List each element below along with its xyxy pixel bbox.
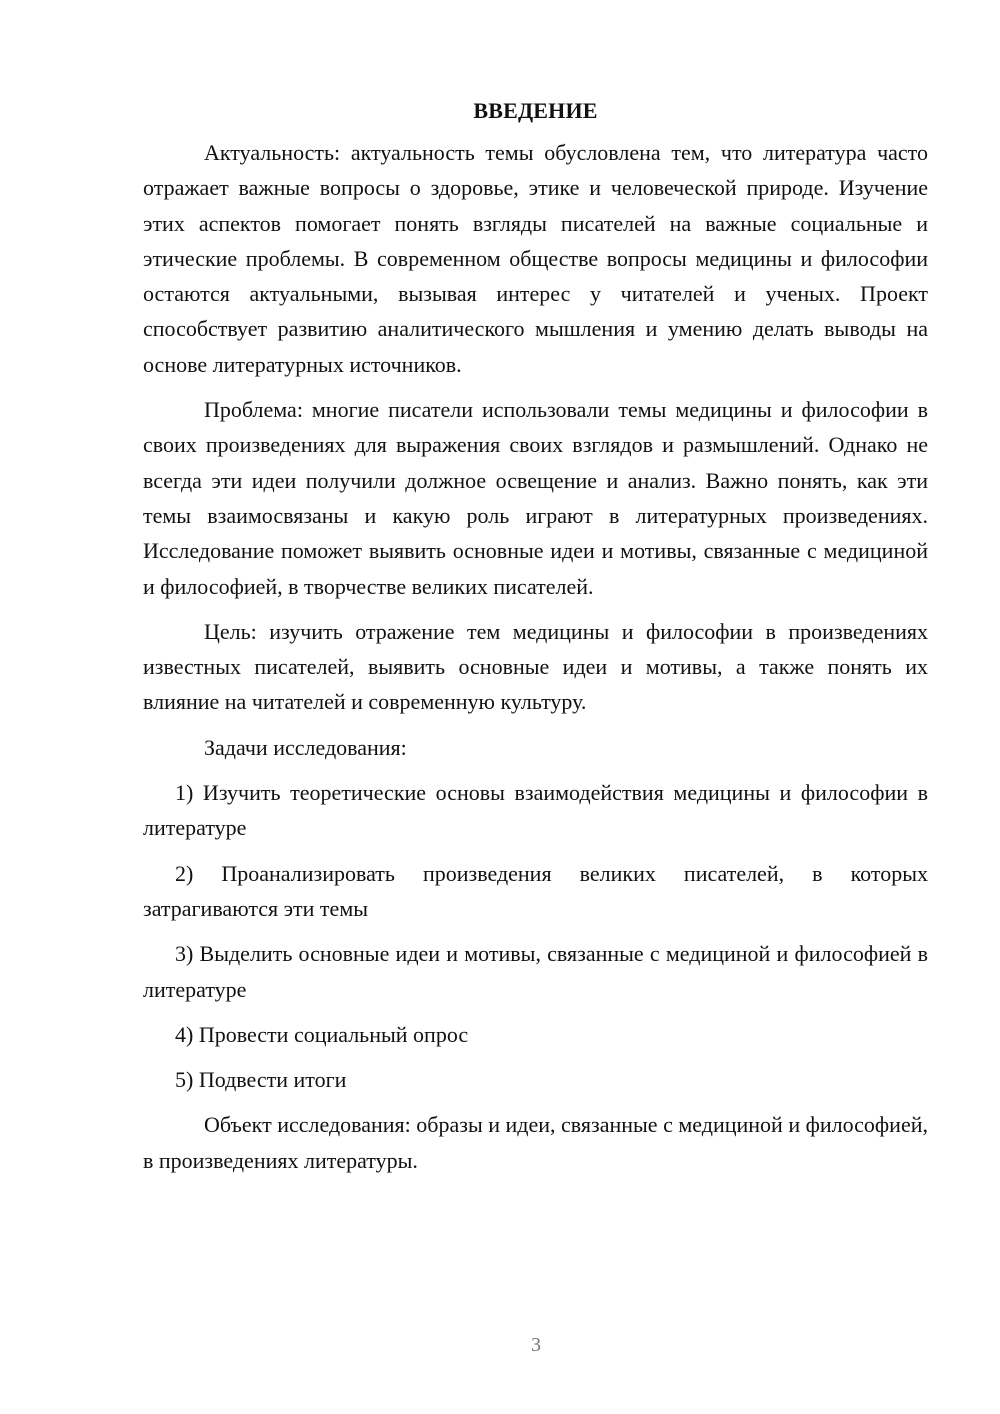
task-item-2: 2) Проанализировать произведения великих писателей, в которых затрагиваются эти темы: [143, 860, 928, 921]
section-heading: ВВЕДЕНИЕ: [473, 98, 598, 123]
goal-paragraph: Цель: изучить отражение тем медицины и философии в произведениях известных писателей, выявить основные идеи и мотивы, а также понять их влияние на читателей и современную культуру.: [143, 618, 928, 715]
tasks-title: Задачи исследования:: [204, 734, 407, 760]
object-paragraph: Объект исследования: образы и идеи, связанные с медициной и философией, в произведениях литературы.: [143, 1112, 928, 1173]
task-item-5: 5) Подвести итоги: [175, 1067, 347, 1093]
relevance-paragraph: Актуальность: актуальность темы обусловлена тем, что литература часто отражает важные вопросы о здоровье, этике и человеческой природе. Изучение этих аспектов помогает понять взгляды писателей на важные социальные и этические проблемы. В современном обществе вопросы медицины и философии остаются актуальными, вызывая интерес у читателей и ученых. Проект способствует развитию аналитического мышления и умению делать выводы на основе литературных источников.: [143, 140, 928, 377]
task-item-1: 1) Изучить теоретические основы взаимодействия медицины и философии в литературе: [143, 780, 928, 841]
task-item-4: 4) Провести социальный опрос: [175, 1021, 469, 1047]
task-item-3: 3) Выделить основные идеи и мотивы, связанные с медициной и философией в литературе: [143, 941, 928, 1002]
document-page: [143, 96, 928, 1188]
page-number: 3: [531, 1334, 541, 1356]
problem-paragraph: Проблема: многие писатели использовали темы медицины и философии в своих произведениях для выражения своих взглядов и размышлений. Однако не всегда эти идеи получили должное освещение и анализ. Важно понять, как эти темы взаимосвязаны и какую роль играют в литературных произведениях. Исследование поможет выявить основные идеи и мотивы, связанные с медициной и философией, в творчестве великих писателей.: [143, 397, 928, 599]
